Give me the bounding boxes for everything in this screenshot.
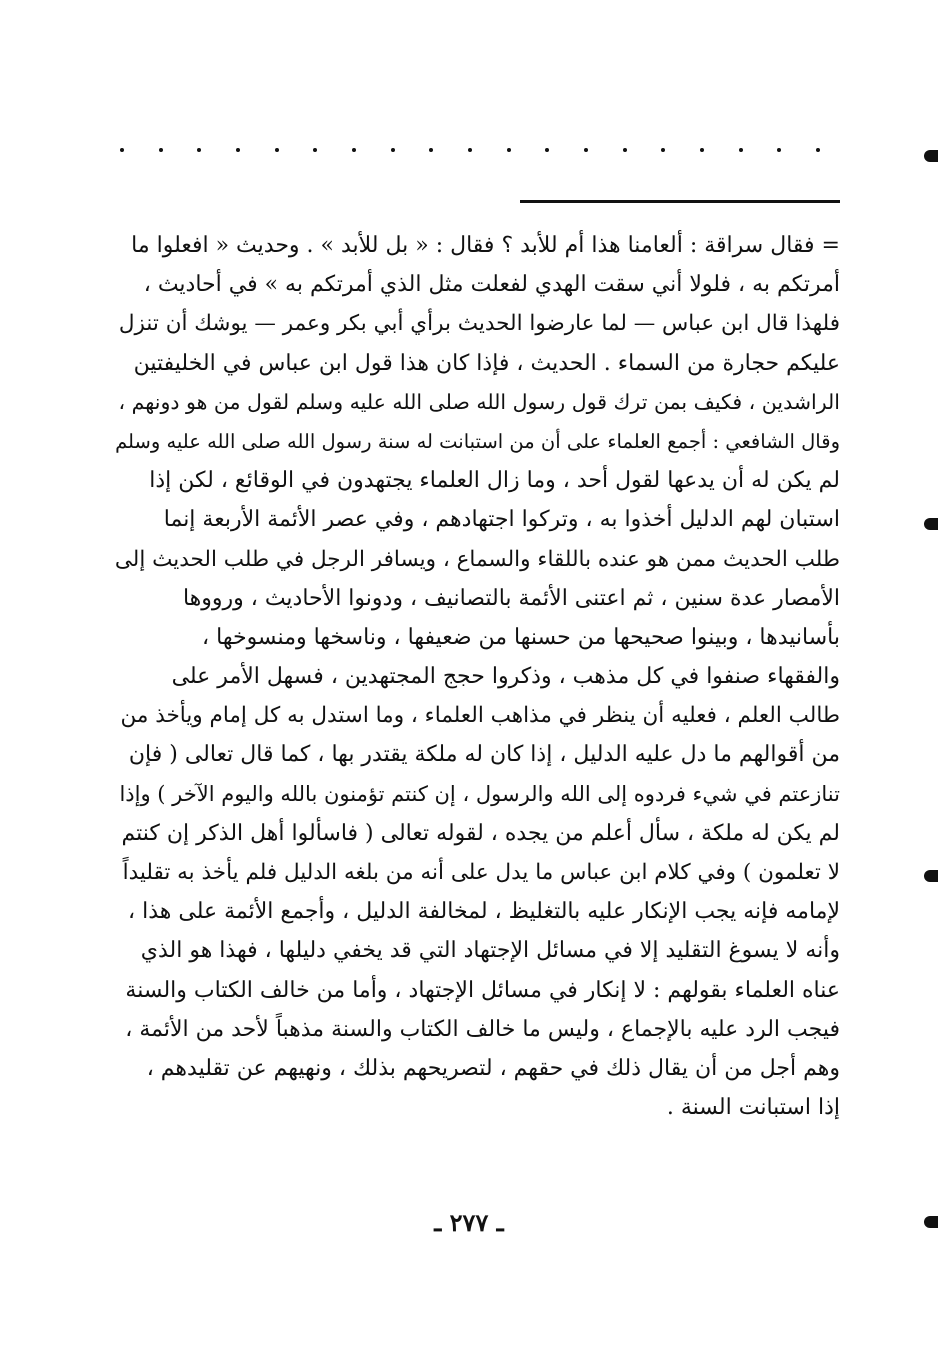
text-line: فلهذا قال ابن عباس — لما عارضوا الحديث برأي أبي بكر وعمر — يوشك أن تنزل — [118, 311, 840, 337]
dot-ornament — [159, 148, 163, 152]
dot-ornament — [391, 148, 395, 152]
page-edge-mark — [924, 870, 938, 882]
page-edge-mark — [924, 1216, 938, 1228]
text-line: وهم أجل من أن يقال ذلك في حقهم ، لتصريحهم بذلك ، ونهيهم عن تقليدهم ، — [146, 1055, 840, 1081]
dot-ornament — [623, 148, 627, 152]
text-line: وأنه لا يسوغ التقليد إلا في مسائل الإجتهاد التي قد يخفي دليلها ، فهذا هو الذي — [140, 938, 840, 964]
page-edge-mark — [924, 518, 938, 530]
dot-ornament — [739, 148, 743, 152]
dot-ornament — [236, 148, 240, 152]
dot-ornament — [120, 148, 124, 152]
text-line: من أقوالهم ما دل عليه الدليل ، إذا كان له ملكة يقتدر بها ، كما قال تعالى ( فإن — [128, 742, 840, 768]
text-line: عليكم حجارة من السماء . الحديث ، فإذا كان هذا قول ابن عباس في الخليفتين — [133, 350, 840, 376]
text-line: طالب العلم ، فعليه أن ينظر في مذاهب العلماء ، وما استدل به كل إمام ويأخذ من — [120, 703, 840, 729]
page-edge-mark — [924, 150, 938, 162]
text-line: الأمصار عدة سنين ، ثم اعتنى الأئمة بالتصانيف ، ودونوا الأحاديث ، ورووها — [182, 585, 840, 611]
dot-ornament — [352, 148, 356, 152]
text-line: استبان لهم الدليل أخذوا به ، وتركوا اجتهادهم ، وفي عصر الأئمة الأربعة إنما — [163, 507, 840, 533]
text-line: تنازعتم في شيء فردوه إلى الله والرسول ، إن كنتم تؤمنون بالله واليوم الآخر ) وإذا — [119, 781, 840, 806]
dot-ornament — [777, 148, 781, 152]
text-line: إذا استبانت السنة . — [666, 1095, 840, 1121]
dot-ornament — [275, 148, 279, 152]
text-line: والفقهاء صنفوا في كل مذهب ، وذكروا حجج المجتهدين ، فسهل الأمر على — [171, 664, 840, 690]
page-number: ـ ٢٧٧ ـ — [434, 1208, 504, 1237]
text-line: = فقال سراقة : ألعامنا هذا أم للأبد ؟ فقال : « بل للأبد » . وحديث « افعلوا ما — [131, 233, 840, 258]
text-line: لا تعلمون ) وفي كلام ابن عباس ما يدل على أنه من بلغه الدليل فلم يأخذ به تقليداً — [122, 860, 840, 885]
text-line: أمرتكم به ، فلولا أني سقت الهدي لفعلت مثل الذي أمرتكم به » في أحاديث ، — [143, 272, 840, 298]
decorative-dot-row — [120, 138, 820, 162]
footnote-text-block — [110, 226, 840, 1127]
text-line: لم يكن له أن يدعها لقول أحد ، وما زال العلماء يجتهدون في الوقائع ، لكن إذا — [149, 468, 840, 494]
text-line: طلب الحديث ممن هو عنده باللقاء والسماع ، ويسافر الرجل في طلب الحديث إلى — [114, 546, 840, 572]
text-line: الراشدين ، فكيف بمن ترك قول رسول الله صلى الله عليه وسلم لقول من هو دونهم ، — [118, 389, 840, 414]
dot-ornament — [429, 148, 433, 152]
dot-ornament — [700, 148, 704, 152]
dot-ornament — [507, 148, 511, 152]
dot-ornament — [545, 148, 549, 152]
dot-ornament — [816, 148, 820, 152]
text-line: فيجب الرد عليه بالإجماع ، وليس ما خالف الكتاب والسنة مذهباً لأحد من الأئمة ، — [125, 1016, 840, 1042]
dot-ornament — [661, 148, 665, 152]
text-line: وقال الشافعي : أجمع العلماء على أن من استبانت له سنة رسول الله صلى الله عليه وسلم — [115, 429, 840, 453]
dot-ornament — [197, 148, 201, 152]
text-line: لإمامه فإنه يجب الإنكار عليه بالتغليظ ، لمخالفة الدليل ، وأجمع الأئمة على هذا ، — [128, 899, 840, 925]
footnote-separator-rule — [520, 200, 840, 203]
text-line: لم يكن له ملكة ، سأل أعلم من يجده ، لقوله تعالى ( فاسألوا أهل الذكر إن كنتم — [121, 820, 840, 846]
dot-ornament — [584, 148, 588, 152]
dot-ornament — [468, 148, 472, 152]
dot-ornament — [313, 148, 317, 152]
text-line: بأسانيدها ، وبينوا صحيحها من حسنها من ضعيفها ، وناسخها ومنسوخها ، — [202, 624, 840, 650]
text-line: عناه العلماء بقولهم : لا إنكار في مسائل الإجتهاد ، وأما من خالف الكتاب والسنة — [125, 977, 840, 1003]
